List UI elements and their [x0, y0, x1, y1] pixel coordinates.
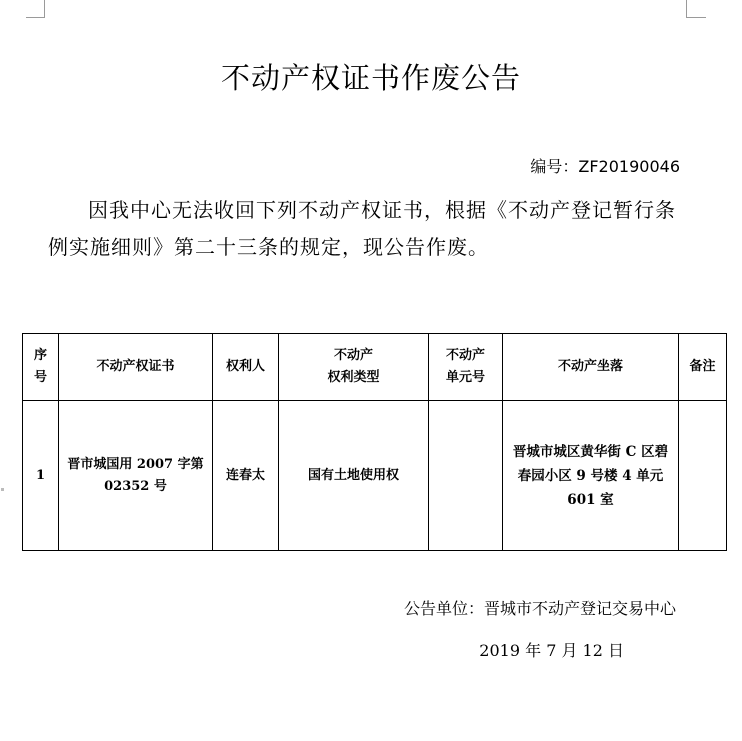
header-seq-line1: 序	[33, 348, 47, 363]
header-certificate-label: 不动产权证书	[96, 359, 175, 374]
header-right-type	[279, 334, 429, 401]
header-owner	[213, 334, 279, 401]
header-unit-no-line2: 单元号	[445, 370, 485, 385]
cell-certificate: 晋市城国用 2007 字第 02352 号	[59, 401, 213, 551]
document-title: 不动产权证书作废公告	[220, 61, 521, 95]
issue-date: 2019 年 7 月 12 日	[479, 641, 624, 660]
page-corner-mark-left	[44, 0, 45, 18]
page-corner-mark-right-horizontal	[686, 17, 706, 18]
announcement-body: 因我中心无法收回下列不动产权证书，根据《不动产登记暂行条例实施细则》第二十三条的规定，现公告作废。	[48, 198, 676, 259]
header-seq-line2: 号	[33, 370, 47, 385]
header-location	[503, 334, 679, 401]
header-remark	[679, 334, 727, 401]
table-header-row	[23, 334, 727, 401]
header-unit-no	[429, 334, 503, 401]
cell-owner: 连春太	[213, 401, 279, 551]
cell-seq: 1	[23, 401, 59, 551]
table-row	[23, 401, 727, 551]
certificate-table	[22, 333, 727, 551]
header-remark-label: 备注	[689, 359, 716, 374]
header-right-type-line2: 权利类型	[327, 370, 380, 385]
issuing-unit: 公告单位：晋城市不动产登记交易中心	[403, 599, 676, 618]
header-owner-label: 权利人	[225, 359, 265, 374]
header-seq	[23, 334, 59, 401]
cell-location: 晋城市城区黄华街 C 区碧春园小区 9 号楼 4 单元 601 室	[503, 401, 679, 551]
document-number: 编号：ZF20190046	[530, 157, 680, 176]
margin-edge-mark	[1, 488, 4, 491]
header-unit-no-line1: 不动产	[445, 348, 485, 363]
cell-right-type: 国有土地使用权	[279, 401, 429, 551]
page-corner-mark-left-horizontal	[26, 17, 45, 18]
header-right-type-line1: 不动产	[333, 348, 373, 363]
header-location-label: 不动产坐落	[557, 359, 623, 374]
page-corner-mark-right	[686, 0, 687, 18]
cell-unit-no	[429, 401, 503, 551]
header-certificate	[59, 334, 213, 401]
cell-remark	[679, 401, 727, 551]
